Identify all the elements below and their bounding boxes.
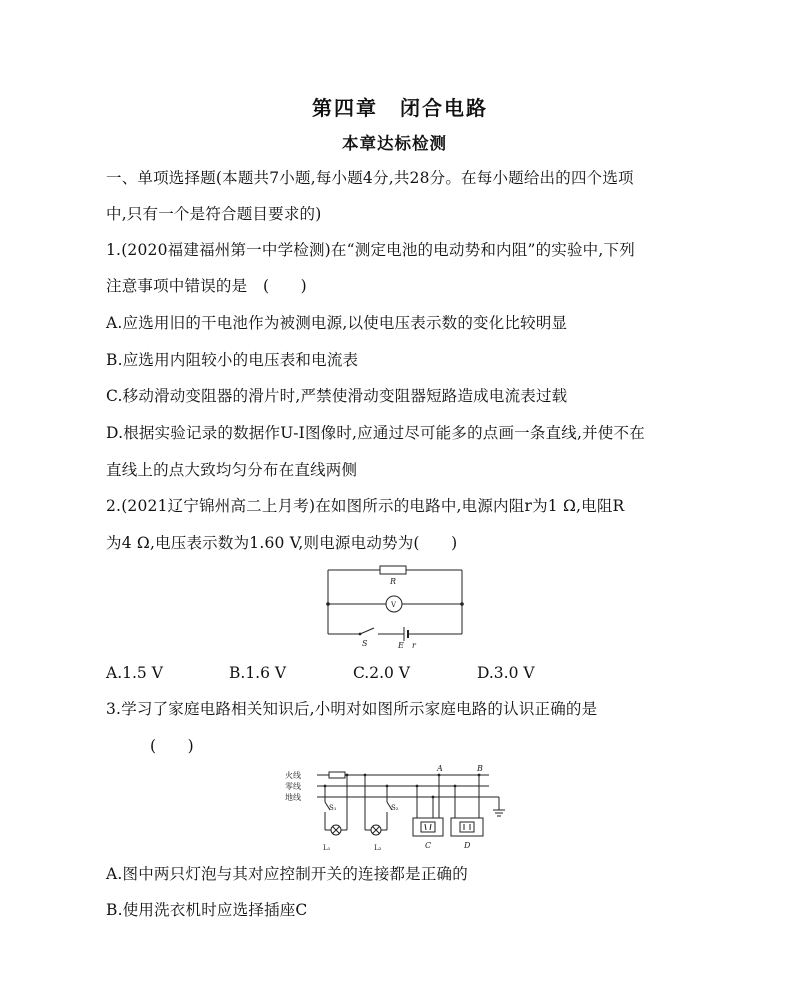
q1-option-c: C.移动滑动变阻器的滑片时,严禁使滑动变阻器短路造成电流表过载 xyxy=(106,387,568,405)
q2-option-b: B.1.6 V xyxy=(229,664,287,682)
q3-option-b: B.使用洗衣机时应选择插座C xyxy=(106,901,308,919)
live-wire-label: 火线 xyxy=(285,771,301,780)
section-heading-line-1: 一、单项选择题(本题共7小题,每小题4分,共28分。在每小题给出的四个选项 xyxy=(106,169,634,187)
switch-s1-label: S₁ xyxy=(329,804,337,812)
socket-d-label: D xyxy=(464,841,471,850)
switch-label: S xyxy=(362,639,368,648)
point-b-label: B xyxy=(477,764,483,773)
resistor-symbol xyxy=(380,566,406,574)
lamp-l2-symbol xyxy=(371,825,381,835)
q2-circuit-diagram xyxy=(320,562,470,650)
point-a-label: A xyxy=(437,764,443,773)
q1-option-a: A.应选用旧的干电池作为被测电源,以使电压表示数的变化比较明显 xyxy=(106,314,568,332)
fuse-symbol xyxy=(329,772,345,778)
lamp-l1-label: L₁ xyxy=(323,844,331,852)
q3-stem: 3.学习了家庭电路相关知识后,小明对如图所示家庭电路的认识正确的是 xyxy=(106,700,598,718)
neutral-wire-label: 零线 xyxy=(285,782,301,791)
q3-option-a: A.图中两只灯泡与其对应控制开关的连接都是正确的 xyxy=(106,865,468,883)
q1-option-d-line-2: 直线上的点大致均匀分布在直线两侧 xyxy=(106,461,358,479)
emf-label: E xyxy=(398,641,404,650)
q3-answer-blank: ( ) xyxy=(150,737,194,755)
section-heading-line-2: 中,只有一个是符合题目要求的) xyxy=(106,205,322,223)
ground-wire-label: 地线 xyxy=(285,793,301,802)
lamp-l1-symbol xyxy=(331,825,341,835)
internal-resistance-label: r xyxy=(412,641,416,650)
socket-c-label: C xyxy=(425,841,432,850)
q2-option-d: D.3.0 V xyxy=(477,664,535,682)
q2-stem-line-2: 为4 Ω,电压表示数为1.60 V,则电源电动势为( ) xyxy=(106,534,458,552)
q1-stem-line-2: 注意事项中错误的是 ( ) xyxy=(106,277,307,295)
q1-option-b: B.应选用内阻较小的电压表和电流表 xyxy=(106,351,359,369)
meter-label: V xyxy=(391,601,397,609)
page-subtitle: 本章达标检测 xyxy=(342,134,447,153)
resistor-label: R xyxy=(390,577,397,586)
q3-household-circuit-diagram xyxy=(283,764,515,856)
page-title: 第四章 闭合电路 xyxy=(312,96,488,120)
lamp-l2-label: L₂ xyxy=(374,844,382,852)
q1-stem-line-1: 1.(2020福建福州第一中学检测)在“测定电池的电动势和内阻”的实验中,下列 xyxy=(106,241,635,259)
switch-s2-label: S₂ xyxy=(391,804,399,812)
q2-option-c: C.2.0 V xyxy=(353,664,411,682)
q2-option-a: A.1.5 V xyxy=(106,664,163,682)
q2-stem-line-1: 2.(2021辽宁锦州高二上月考)在如图所示的电路中,电源内阻r为1 Ω,电阻R xyxy=(106,497,625,515)
q1-option-d-line-1: D.根据实验记录的数据作U-I图像时,应通过尽可能多的点画一条直线,并使不在 xyxy=(106,424,645,442)
